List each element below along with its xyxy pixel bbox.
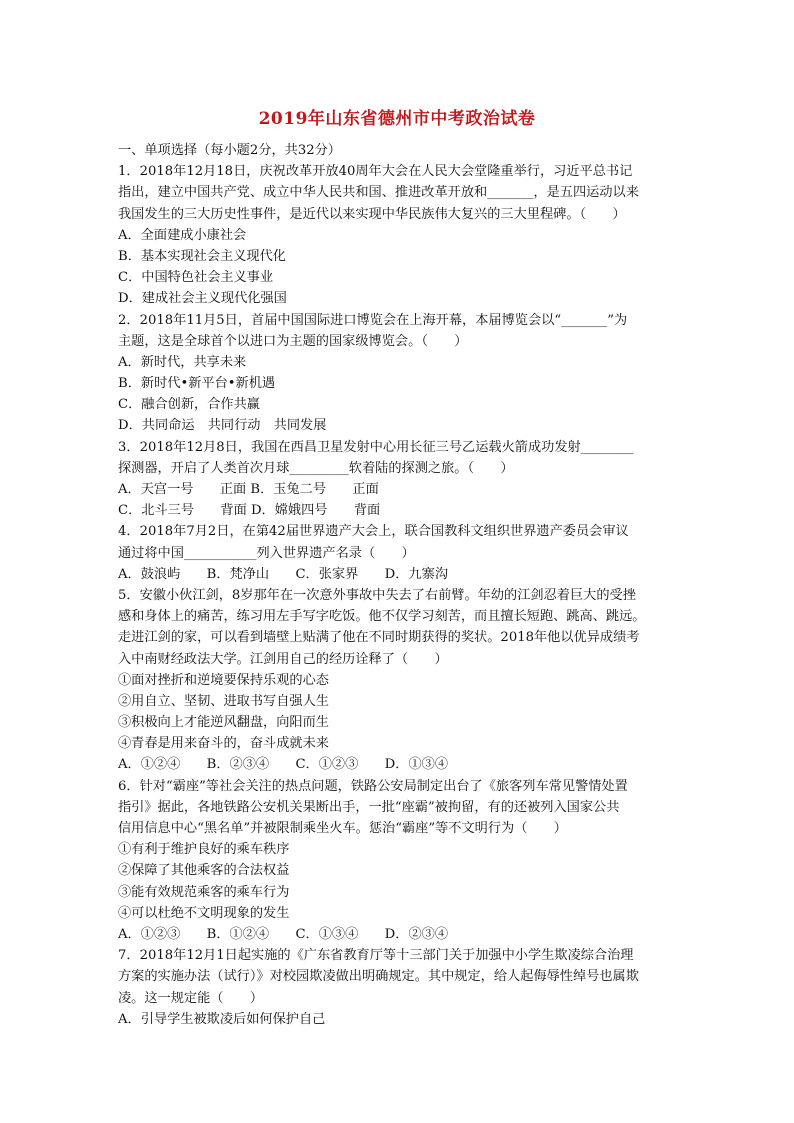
exam-line: A．天宫一号 正面 B．玉兔二号 正面: [118, 482, 379, 497]
exam-line: 方案的实施办法（试行）》对校园欺凌做出明确规定。其中规定，给人起侮辱性绰号也属欺: [118, 969, 639, 985]
exam-line: 入中南财经政法大学。江剑用自己的经历诠释了（ ）: [118, 651, 448, 667]
exam-line: A．全面建成小康社会: [118, 227, 247, 243]
exam-line: ③能有效规范乘客的乘车行为: [118, 884, 290, 900]
exam-line: 1．2018年12月18日，庆祝改革开放40周年大会在人民大会堂隆重举行，习近平总书记: [118, 164, 633, 180]
exam-line: 5．安徽小伙江剑，8岁那年在一次意外事故中失去了右前臂。年幼的江剑忍着巨大的受挫: [118, 587, 636, 603]
exam-line: 探测器，开启了人类首次月球_________软着陆的探测之旅。（ ）: [118, 460, 514, 476]
exam-line: 2．2018年11月5日，首届中国国际进口博览会在上海开幕，本届博览会以“_______”为: [118, 312, 628, 328]
exam-line: A．鼓浪屿 B．梵净山 C．张家界 D．九寨沟: [118, 566, 449, 582]
exam-line: 信用信息中心“黑名单”并被限制乘坐火车。惩治“霸座”等不文明行为（ ）: [118, 821, 567, 836]
exam-line: C．融合创新，合作共赢: [118, 397, 260, 413]
exam-line: 主题，这是全球首个以进口为主题的国家级博览会。（ ）: [118, 333, 468, 349]
exam-line: ④可以杜绝不文明现象的发生: [118, 905, 290, 921]
exam-line: 感和身体上的痛苦，练习用左手写字吃饭。他不仅学习刻苦，而且擅长短跑、跳高、跳远。: [118, 609, 646, 625]
exam-line: C．中国特色社会主义事业: [118, 270, 274, 286]
section-heading: 一、单项选择（每小题2分，共32分）: [118, 143, 341, 158]
exam-line: 我国发生的三大历史性事件，是近代以来实现中华民族伟大复兴的三大里程碑。（ ）: [118, 206, 626, 222]
exam-line: A．引导学生被欺凌后如何保护自己: [118, 1011, 326, 1027]
exam-line: B．新时代•新平台•新机遇: [118, 376, 276, 392]
exam-line: D．建成社会主义现代化强国: [118, 291, 287, 307]
exam-line: 4．2018年7月2日，在第42届世界遗产大会上，联合国教科文组织世界遗产委员会审议: [118, 524, 629, 540]
exam-line: 3．2018年12月8日，我国在西昌卫星发射中心用长征三号乙运载火箭成功发射________: [118, 439, 634, 455]
exam-line: 6．针对“霸座”等社会关注的热点问题，铁路公安局制定出台了《旅客列车常见警情处置: [118, 778, 628, 794]
exam-title: 2019年山东省德州市中考政治试卷: [258, 109, 536, 129]
exam-line: ②用自立、坚韧、进取书写自强人生: [118, 693, 329, 709]
exam-line: ④青春是用来奋斗的，奋斗成就未来: [118, 736, 329, 752]
exam-line: 指出，建立中国共产党、成立中华人民共和国、推进改革开放和_______，是五四运动以来: [118, 185, 639, 201]
exam-line: 走进江剑的家，可以看到墙壁上贴满了他在不同时期获得的奖状。2018年他以优异成绩考: [118, 630, 640, 646]
exam-line: A．①②③ B．①②④ C．①③④ D．②③④: [118, 926, 449, 942]
exam-line: ②保障了其他乘客的合法权益: [118, 863, 290, 879]
exam-line: D．共同命运 共同行动 共同发展: [118, 418, 327, 434]
exam-line: 凌。这一规定能（ ）: [118, 990, 264, 1006]
exam-line: ③积极向上才能逆风翻盘，向阳而生: [118, 715, 329, 731]
exam-line: A．①②④ B．②③④ C．①②③ D．①③④: [118, 757, 449, 773]
exam-line: C．北斗三号 背面 D．嫦娥四号 背面: [118, 503, 381, 519]
exam-line: ①有利于维护良好的乘车秩序: [118, 842, 290, 858]
exam-line: A．新时代，共享未来: [118, 354, 247, 370]
exam-line: ①面对挫折和逆境要保持乐观的心态: [118, 672, 329, 688]
exam-line: 通过将中国___________列入世界遗产名录（ ）: [118, 545, 415, 561]
exam-line: 7．2018年12月1日起实施的《广东省教育厅等十三部门关于加强中小学生欺凌综合治理: [118, 948, 634, 964]
exam-line: 指引》据此，各地铁路公安机关果断出手，一批“座霸”被拘留，有的还被列入国家公共: [118, 799, 620, 815]
exam-content: [118, 140, 678, 1030]
exam-line: B．基本实现社会主义现代化: [118, 248, 286, 264]
